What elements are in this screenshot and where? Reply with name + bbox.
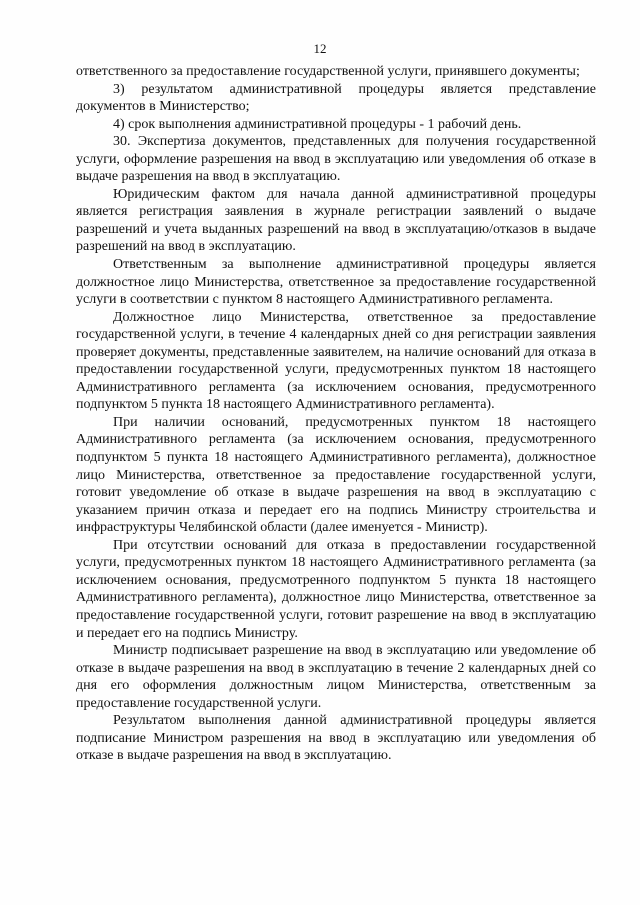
- page-number: 12: [313, 41, 327, 56]
- paragraph-legal-fact: Юридическим фактом для начала данной административной процедуры является регистрация заявления в журнале регистрации заявлений о выдаче разрешений и учета выданных разрешений на ввод в эксплуатацию/отказов в выдаче разрешений на ввод в эксплуатацию.: [76, 186, 596, 255]
- paragraph-refusal-grounds: При наличии оснований, предусмотренных пунктом 18 настоящего Административного регламента (за исключением основания, предусмотренного подпунктом 5 пункта 18 настоящего Административного регламента), должностное лицо Министерства, ответственное за предоставление государственной услуги, готовит уведомление об отказе в выдаче разрешения на ввод в эксплуатацию с указанием причин отказа и передает его на подпись Министру строительства и инфраструктуры Челябинской области (далее именуется - Министр).: [76, 414, 596, 536]
- paragraph-no-refusal-grounds: При отсутствии оснований для отказа в предоставлении государственной услуги, предусмотренных пунктом 18 настоящего Административного регламента (за исключением основания, предусмотренного подпунктом 5 пункта 18 настоящего Административного регламента), должностное лицо Министерства, ответственное за предоставление государственной услуги, готовит разрешение на ввод в эксплуатацию и передает его на подпись Министру.: [76, 537, 596, 641]
- paragraph-responsible: Ответственным за выполнение административной процедуры является должностное лицо Министерства, ответственное за предоставление государственной услуги в соответствии с пунктом 8 настоящего Административного регламента.: [76, 257, 596, 308]
- paragraph-section-30: 30. Экспертиза документов, представленных для получения государственной услуги, оформление разрешения на ввод в эксплуатацию или уведомления об отказе в выдаче разрешения на ввод в эксплуатацию.: [76, 134, 596, 185]
- paragraph-document-check: Должностное лицо Министерства, ответственное за предоставление государственной услуги, в течение 4 календарных дней со дня регистрации заявления проверяет документы, представленные заявителем, на наличие оснований для отказа в предоставлении государственной услуги, предусмотренных пунктом 18 настоящего Административного регламента (за исключением основания, предусмотренного подпунктом 5 пункта 18 настоящего Административного регламента).: [76, 309, 596, 413]
- paragraph-item-3: 3) результатом административной процедуры является представление документов в Министерство;: [76, 81, 596, 115]
- paragraph-continuation: ответственного за предоставление государственной услуги, принявшего документы;: [76, 64, 580, 79]
- paragraph-result: Результатом выполнения данной административной процедуры является подписание Министром разрешения на ввод в эксплуатацию или уведомления об отказе в выдаче разрешения на ввод в эксплуатацию.: [76, 713, 596, 764]
- document-body: [76, 63, 596, 765]
- paragraph-minister-signs: Министр подписывает разрешение на ввод в эксплуатацию или уведомление об отказе в выдаче разрешения на ввод в эксплуатацию в течение 2 календарных дней со дня его оформления должностным лицом Министерства, ответственным за предоставление государственной услуги.: [76, 643, 596, 711]
- paragraph-item-4: 4) срок выполнения административной процедуры - 1 рабочий день.: [113, 116, 522, 132]
